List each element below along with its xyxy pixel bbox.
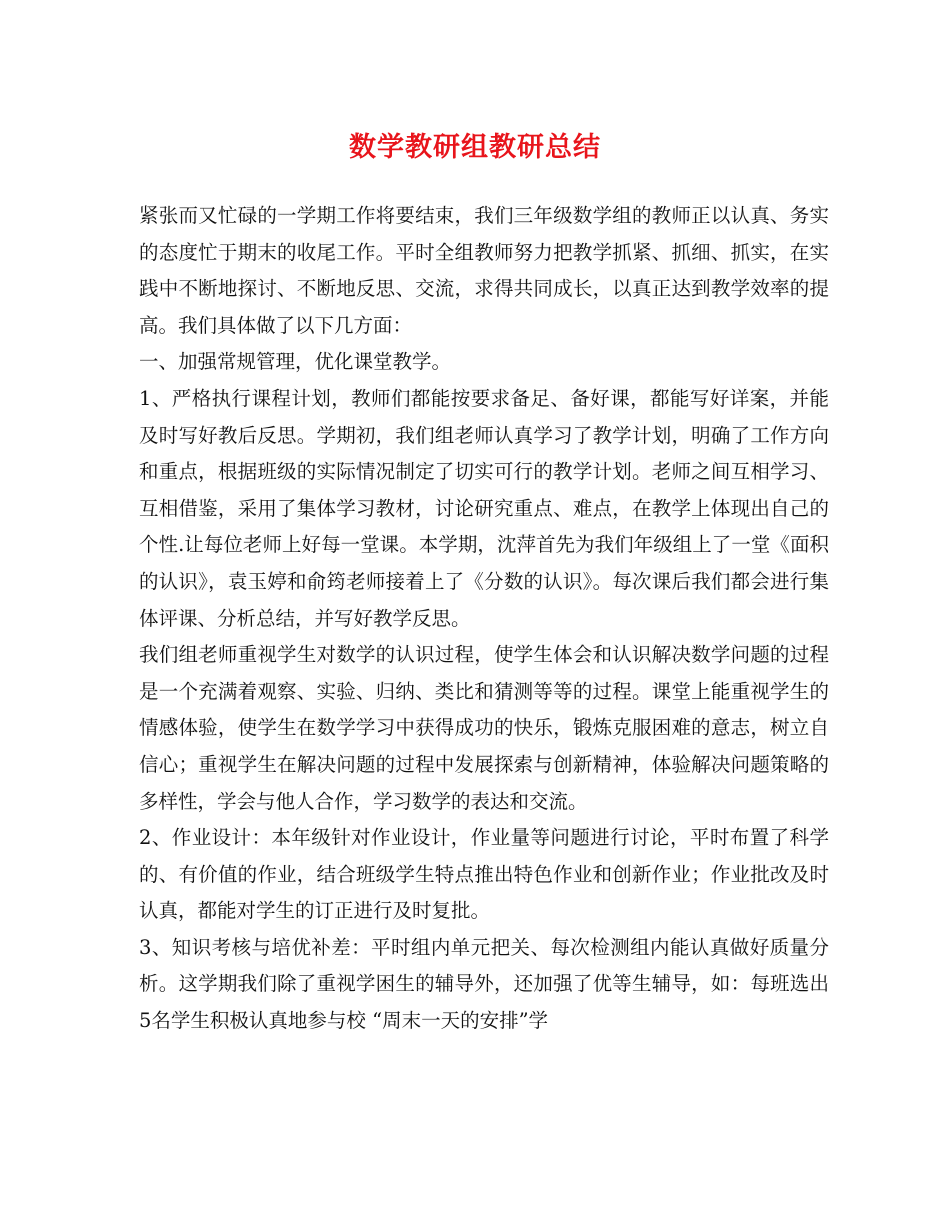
- document-body: [139, 198, 829, 1040]
- item-2-paragraph: 2、作业设计：本年级针对作业设计，作业量等问题进行讨论，平时布置了科学的、有价值的作业，结合班级学生特点推出特色作业和创新作业；作业批改及时认真，都能对学生的订正进行及时复批。: [139, 826, 829, 923]
- teaching-process-paragraph: 我们组老师重视学生对数学的认识过程，使学生体会和认识解决数学问题的过程是一个充满着观察、实验、归纳、类比和猜测等等的过程。课堂上能重视学生的情感体验，使学生在数学学习中获得成功的快乐，锻炼克服困难的意志，树立自信心；重视学生在解决问题的过程中发展探索与创新精神，体验解决问题策略的多样性，学会与他人合作，学习数学的表达和交流。: [139, 643, 829, 813]
- section-heading: 一、加强常规管理，优化课堂教学。: [139, 350, 452, 374]
- item-1-paragraph: 1、严格执行课程计划，教师们都能按要求备足、备好课，都能写好详案，并能及时写好教后反思。学期初，我们组老师认真学习了教学计划，明确了工作方向和重点，根据班级的实际情况制定了切实可行的教学计划。老师之间互相学习、互相借鉴，采用了集体学习教材，讨论研究重点、难点，在教学上体现出自己的个性.让每位老师上好每一堂课。本学期，沈萍首先为我们年级组上了一堂《面积的认识》，袁玉婷和俞筠老师接着上了《分数的认识》。每次课后我们都会进行集体评课、分析总结，并写好教学反思。: [139, 386, 829, 630]
- document-title: 数学教研组教研总结: [349, 132, 601, 163]
- intro-paragraph: 紧张而又忙碌的一学期工作将要结束，我们三年级数学组的教师正以认真、务实的态度忙于期末的收尾工作。平时全组教师努力把教学抓紧、抓细、抓实，在实践中不断地探讨、不断地反思、交流，求得共同成长，以真正达到教学效率的提高。我们具体做了以下几方面：: [139, 204, 829, 337]
- item-3-paragraph: 3、知识考核与培优补差：平时组内单元把关、每次检测组内能认真做好质量分析。这学期我们除了重视学困生的辅导外，还加强了优等生辅导，如：每班选出5名学生积极认真地参与校 “周末一天的安排”学: [139, 935, 829, 1033]
